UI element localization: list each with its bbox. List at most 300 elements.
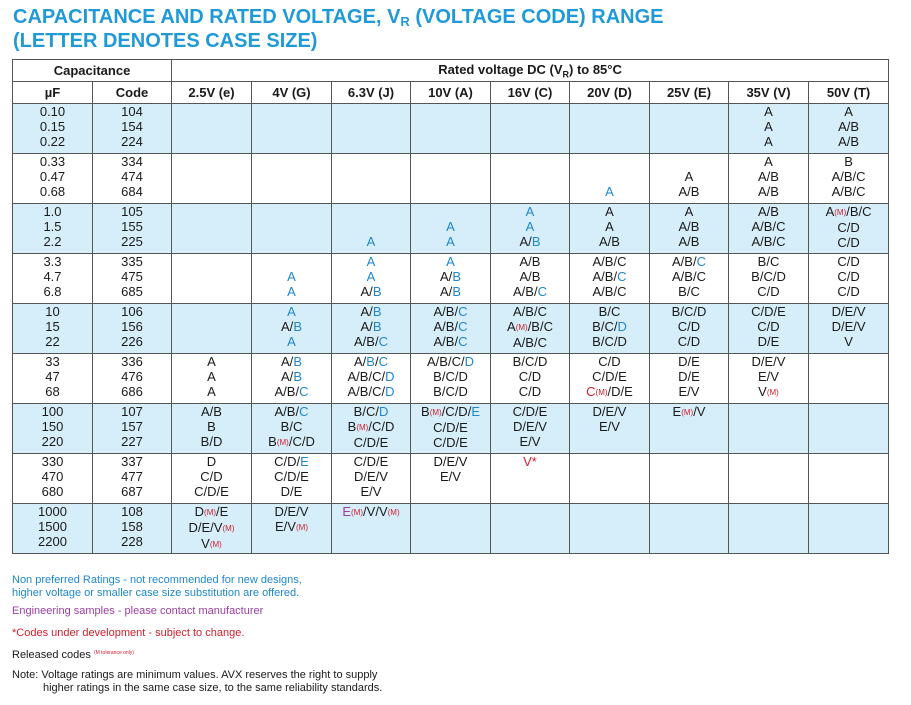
case-size-cell [491,154,570,204]
case-size-cell [252,204,332,254]
cell-line: V(M) [201,536,222,551]
case-size-cell [172,454,252,504]
non-preferred-code: B [293,319,302,334]
cell-line: A/B [758,184,779,199]
cell-line: A/B [678,184,700,199]
cell-line: D/E [678,369,700,384]
cell-line: A/B [838,134,860,149]
cell-line: B/C/D [592,334,627,349]
case-size-cell [411,354,491,404]
case-size-cell [252,104,332,154]
capacitance-code-cell [93,504,172,554]
cell-line: A/B/C [433,319,468,334]
case-size-cell [332,104,411,154]
cell-line: C/D/E [274,469,309,484]
capacitance-uf-cell [13,154,93,204]
case-size-cell [252,404,332,454]
case-size-cell [570,304,650,354]
uf-value: 0.33 [39,154,66,169]
case-size-cell [411,254,491,304]
released-marker: (M) [356,423,369,432]
col-header-voltage: 4V (G) [252,82,332,104]
cell-line: D/E/V(M) [188,520,235,535]
released-marker: (M) [681,408,694,417]
table-row [13,404,889,454]
title-line1-subscript: R [400,14,410,29]
code-value: 106 [121,304,143,319]
cell-line [252,304,331,319]
case-size-cell [252,254,332,304]
capacitance-uf-cell [13,404,93,454]
non-preferred-code: A [446,254,455,269]
non-preferred-code: C [696,254,706,269]
cell-line: A(M)/B/C [507,319,553,334]
case-size-cell [650,154,729,204]
case-size-cell [411,454,491,504]
cell-line: D/E [757,334,780,349]
case-size-cell [332,354,411,404]
cell-line: A/B/C/D [347,369,395,384]
capacitance-uf-cell [13,504,93,554]
title-line1-suffix: (VOLTAGE CODE) RANGE [409,6,664,28]
case-size-cell [809,154,889,204]
case-size-cell [650,504,729,554]
non-preferred-code: A [287,304,296,319]
cell-line: A/B/C [592,284,627,299]
cell-line: C/D/E [592,369,627,384]
non-preferred-code: C [299,384,309,399]
note-released [12,647,382,662]
uf-value: 22 [45,334,60,349]
cell-line [411,254,490,269]
non-preferred-code: E [300,454,309,469]
uf-value: 2.2 [43,234,62,249]
cell-line: C/D [598,354,621,369]
capacitance-uf-cell [13,204,93,254]
case-size-cell [172,404,252,454]
code-value: 158 [121,519,143,534]
cell-line: D(M)/E [194,504,229,519]
cell-line: B/C/D [671,304,707,319]
case-size-cell [729,504,809,554]
cell-line: A/B/C [831,169,866,184]
cell-line: B/D [200,434,223,449]
uf-value: 1500 [38,519,67,534]
code-value: 107 [121,404,143,419]
note-non-preferred-line2: higher voltage or smaller case size substitution are offered. [12,587,300,599]
case-size-cell [491,404,570,454]
cell-line [491,454,569,469]
cell-line: A [764,104,773,119]
cell-line: A/B [758,204,779,219]
uf-value: 0.10 [39,104,66,119]
non-preferred-code: C [458,304,468,319]
col-header-code: Code [93,82,172,104]
case-size-cell [809,504,889,554]
cell-line: A/B/C [433,304,468,319]
code-value: 226 [121,334,143,349]
cell-line: A/B/C [274,384,309,399]
cell-line: C/D [837,220,860,235]
capacitance-code-cell [93,154,172,204]
case-size-cell [650,454,729,504]
code-value: 227 [121,434,143,449]
cell-line: E(M)/V/V(M) [342,504,400,519]
code-value: 105 [121,204,143,219]
non-preferred-code: C [458,334,468,349]
case-size-cell [411,104,491,154]
case-size-cell [650,404,729,454]
case-size-cell [491,504,570,554]
code-value: 228 [121,534,143,549]
cell-line: A [684,169,694,184]
case-size-cell [570,104,650,154]
case-size-cell [411,404,491,454]
code-value: 477 [121,469,143,484]
cell-line: A/B [519,234,541,249]
cell-line: A/B/C [354,354,388,369]
cell-line [332,269,410,284]
cell-line: A(M)/B/C [825,204,872,219]
non-preferred-code: A [366,254,376,269]
cell-line [411,234,490,249]
non-preferred-code: A [287,284,296,299]
cell-line: D/E/V [751,354,786,369]
cell-line: B/C/D [512,354,548,369]
cell-line: C/D [518,369,542,384]
cell-line: E/V [678,384,700,399]
uf-value: 2200 [38,534,67,549]
capacitance-uf-cell [13,454,93,504]
capacitance-code-cell [93,254,172,304]
cell-line: A [207,384,216,399]
cell-line: D/E/V [831,304,866,319]
col-header-uf: µF [13,82,93,104]
cell-line [491,219,569,234]
capacitance-code-cell [93,404,172,454]
case-size-cell [809,454,889,504]
cell-line: A/B/C [274,404,309,419]
cell-line: A/B/C/D [427,354,474,369]
cell-line: E/V [360,484,382,499]
case-size-cell [570,204,650,254]
cell-line: A/B/C [354,334,388,349]
case-size-cell [491,104,570,154]
non-preferred-code: B [372,284,382,299]
cell-line: C/D/E [274,454,309,469]
non-preferred-code: A [287,334,296,349]
note-engineering: Engineering samples - please contact manufacturer [12,605,264,617]
col-header-voltage: 16V (C) [491,82,570,104]
case-size-cell [332,154,411,204]
case-size-cell [491,204,570,254]
cell-line: A/B [281,319,302,334]
case-size-cell [570,154,650,204]
case-size-cell [809,304,889,354]
cell-line: C/D/E [433,435,468,450]
cell-line: V [844,334,853,349]
cell-line: D/E [678,354,700,369]
cell-line: A/B [678,234,700,249]
cell-line: A/B [519,254,541,269]
non-preferred-code: C [537,284,547,299]
non-preferred-code: B [372,304,382,319]
released-marker: (M) [204,508,217,517]
cell-line: C/D [757,284,780,299]
case-size-cell [172,254,252,304]
cell-line: B(M)/C/D [268,434,315,449]
cell-line: A/B [360,284,382,299]
table-row [13,254,889,304]
capacitance-code-cell [93,454,172,504]
non-preferred-code: A [525,219,535,234]
cell-line: D/E/V [274,504,309,519]
rated-header-subscript: R [562,69,569,80]
case-size-cell [491,254,570,304]
cell-line: C/D [837,284,860,299]
cell-line: A/B/C [592,254,627,269]
capacitance-code-cell [93,204,172,254]
released-marker: (M) [387,508,400,517]
cell-line: E/V(M) [275,519,308,534]
code-value: 224 [121,134,143,149]
case-size-cell [332,504,411,554]
capacitance-header: Capacitance [13,60,172,82]
non-preferred-code: D [617,319,627,334]
cell-line: A/B/C [672,269,706,284]
cell-line: B/C/D [751,269,786,284]
cell-line: A/B/C [592,269,627,284]
case-size-cell [172,104,252,154]
non-preferred-code: A [366,269,376,284]
released-marker: (M) [222,524,235,533]
cell-line: D/E/V [354,469,388,484]
non-preferred-code: D [464,354,474,369]
cell-line: C/D [200,469,223,484]
col-header-voltage: 20V (D) [570,82,650,104]
non-preferred-code: A [605,184,614,199]
cell-line: E/V [599,419,620,434]
cell-line: A/B/C [513,304,547,319]
cell-line: V(M) [758,384,779,399]
non-preferred-code: A [525,204,535,219]
col-header-voltage: 35V (V) [729,82,809,104]
cell-line: A/B [360,304,382,319]
case-size-cell [570,504,650,554]
table-row [13,204,889,254]
cell-line: B/C/D [433,369,468,384]
note-voltage-line2: higher ratings in the same case size, to the same reliability standards. [43,682,383,694]
cell-line: C/D/E [512,404,548,419]
cell-line: D/E/V [513,419,547,434]
cell-line: B/C [598,304,621,319]
cell-line: A [764,119,773,134]
capacitance-uf-cell [13,254,93,304]
title-line1-prefix: CAPACITANCE AND RATED VOLTAGE, V [13,6,401,28]
non-preferred-code: C [617,269,627,284]
cell-line [252,284,331,299]
uf-value: 1.5 [43,219,62,234]
non-preferred-code: D [378,404,389,419]
cell-line [332,204,410,219]
cell-line [411,219,490,234]
uf-value: 150 [41,419,64,434]
case-size-cell [650,204,729,254]
note-released-label: Released codes [12,649,91,661]
code-value: 108 [121,504,143,519]
case-size-cell [252,354,332,404]
uf-value: 330 [41,454,64,469]
case-size-cell [729,154,809,204]
code-value: 334 [121,154,143,169]
code-value: 336 [121,354,143,369]
non-preferred-code: B [293,354,302,369]
non-preferred-code: B [366,354,375,369]
cell-line: C/D [837,254,860,269]
header-row-2 [13,82,889,104]
cell-line: E/V [519,434,541,449]
cell-line: A/B [678,219,700,234]
cell-line: C/D/E [353,454,389,469]
cell-line: C/D [518,384,542,399]
case-size-cell [729,204,809,254]
table-row [13,354,889,404]
case-size-cell [411,504,491,554]
col-header-voltage: 6.3V (J) [332,82,411,104]
cell-line: A [605,219,614,234]
code-value: 335 [121,254,143,269]
cell-line: B(M)/C/D/E [421,404,480,419]
cell-line [570,154,649,169]
uf-value: 220 [41,434,64,449]
cell-line: B/C [280,419,303,434]
cell-line: C/D/E [194,484,229,499]
code-value: 475 [121,269,143,284]
cell-line: E/V [440,469,461,484]
note-development: *Codes under development - subject to change. [12,627,245,639]
cell-line: A/B/C [672,254,706,269]
code-value: 154 [121,119,143,134]
code-value: 474 [121,169,143,184]
case-size-cell [411,204,491,254]
case-size-cell [729,454,809,504]
case-size-cell [332,254,411,304]
non-preferred-code: A [446,219,455,234]
note-non-preferred [12,574,382,600]
cell-line: A/B/C [831,184,866,199]
cell-line: A/B/C [751,234,786,249]
col-header-voltage: 10V (A) [411,82,491,104]
code-value: 225 [121,234,143,249]
case-size-cell [172,504,252,554]
table-row [13,154,889,204]
cell-line: E(M)/V [672,404,706,419]
uf-value: 1.0 [43,204,62,219]
uf-value: 470 [41,469,64,484]
cell-line: B/C [757,254,780,269]
case-size-cell [650,354,729,404]
cell-line: A/B [599,234,620,249]
code-value: 337 [121,454,143,469]
released-marker: (M) [295,523,308,532]
cell-line: B(M)/C/D [347,419,395,434]
code-value: 686 [121,384,143,399]
cell-line: A/B/C [513,284,547,299]
page-title [13,5,664,53]
uf-value: 33 [45,354,60,369]
cell-line: A/B [281,354,302,369]
code-value: 476 [121,369,143,384]
capacitance-code-cell [93,354,172,404]
uf-value: 68 [45,384,60,399]
cell-line [570,169,649,184]
cell-line: C/D [677,334,701,349]
table-body [13,104,889,554]
code-value: 684 [121,184,143,199]
released-marker: (M) [834,208,847,217]
cell-line: A/B [201,404,222,419]
cell-line: B [207,419,216,434]
non-preferred-code: E [471,404,480,419]
cell-line: A/B [519,269,541,284]
uf-value: 6.8 [43,284,62,299]
case-size-cell [172,354,252,404]
note-non-preferred-line1: Non preferred Ratings - not recommended for new designs, [12,574,302,586]
note-released-marker: (M tolerance only) [93,650,134,656]
released-marker: (M) [515,323,528,332]
uf-value: 1000 [38,504,67,519]
case-size-cell [332,404,411,454]
case-size-cell [332,304,411,354]
case-size-cell [172,154,252,204]
cell-line: A/B [281,369,302,384]
uf-value: 10 [45,304,60,319]
case-size-cell [729,354,809,404]
code-value: 104 [121,104,143,119]
cell-line: A [684,204,694,219]
cell-line: B/C/D [592,319,627,334]
rated-voltage-header [172,60,889,82]
case-size-cell [729,104,809,154]
non-preferred-code: B [531,234,541,249]
capacitance-uf-cell [13,354,93,404]
cell-line: A/B/C [751,219,786,234]
capacitance-code-cell [93,304,172,354]
released-marker: (M) [209,540,222,549]
uf-value: 47 [45,369,60,384]
cell-line: C/D [837,269,860,284]
code-value: 157 [121,419,143,434]
released-marker: (M) [766,388,779,397]
cell-line [650,154,728,169]
cell-line [252,334,331,349]
uf-value: 100 [41,404,64,419]
case-size-cell [491,304,570,354]
released-marker: (M) [429,408,442,417]
cell-line: A/B/C/D [347,384,395,399]
cell-line [491,204,569,219]
non-preferred-code: B [452,269,461,284]
cell-line: C(M)/D/E [586,384,633,399]
rated-header-suffix: ) to 85°C [569,61,622,77]
released-marker: (M) [351,508,364,517]
case-size-cell [729,404,809,454]
cell-line [411,204,490,219]
capacitance-voltage-table [12,59,889,554]
case-size-cell [729,254,809,304]
case-size-cell [252,454,332,504]
cell-line: A/B [360,319,382,334]
